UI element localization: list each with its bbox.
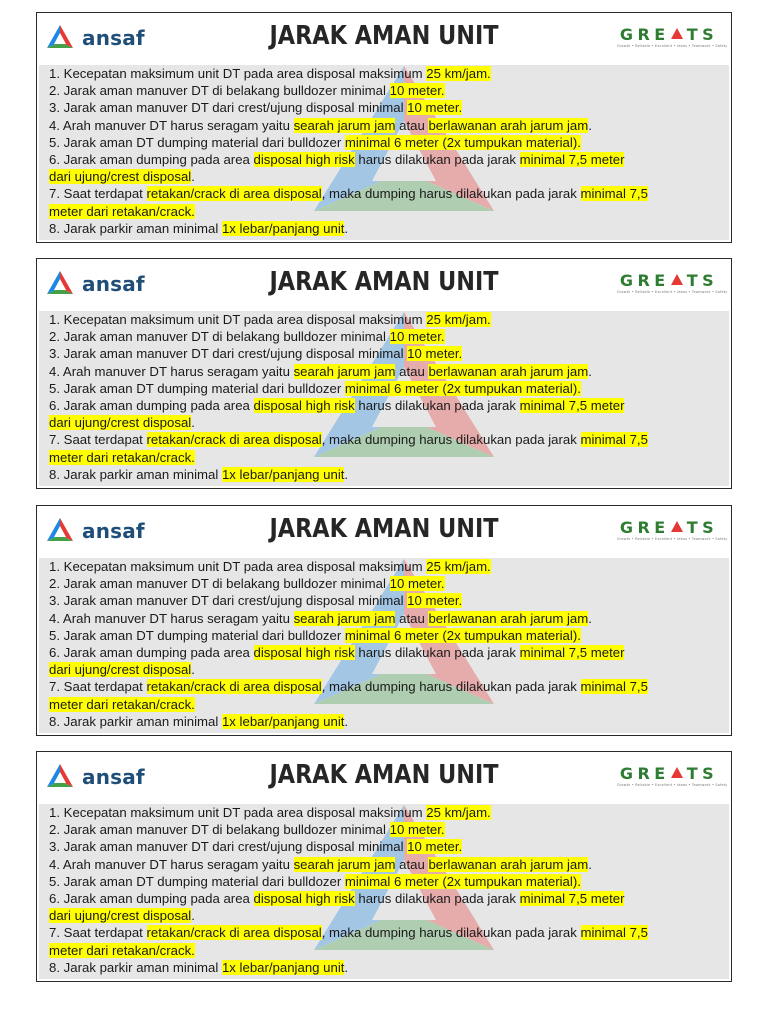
rule-item — [49, 610, 729, 627]
highlighted-text: berlawanan arah jarum jam — [428, 363, 589, 379]
card-title: JARAK AMAN UNIT — [269, 21, 499, 51]
rule-item — [49, 838, 729, 855]
highlighted-text: disposal high risk — [253, 645, 355, 661]
rule-text: , maka dumping harus dilakukan pada jarak — [321, 679, 581, 695]
highlighted-text: 1x lebar/panjang unit — [221, 466, 345, 482]
rule-text: 2. Jarak aman manuver DT di belakang bulldozer minimal — [49, 576, 390, 592]
rule-item — [49, 644, 729, 678]
highlighted-text: minimal 7,5 meter dari ujung/crest disposal — [49, 398, 625, 431]
ansaf-logo-text: ansaf — [82, 519, 145, 543]
highlighted-text: 10 meter. — [389, 576, 445, 592]
rule-text: . — [191, 169, 195, 185]
greats-logo-tagline: Growth • Reliable • Excellent • Ideas • Teamwork • Safety — [617, 290, 728, 294]
rule-text: . — [588, 117, 592, 133]
greats-logo — [617, 271, 728, 295]
rule-text: 1. Kecepatan maksimum unit DT pada area disposal maksimum — [49, 66, 427, 81]
rule-text: 8. Jarak parkir aman minimal — [49, 220, 222, 236]
rules-panel — [39, 311, 729, 486]
card-title: JARAK AMAN UNIT — [269, 760, 499, 790]
card-header — [37, 13, 731, 65]
highlighted-text: 25 km/jam. — [426, 559, 491, 574]
rule-text: 6. Jarak aman dumping pada area — [49, 645, 254, 661]
highlighted-text: berlawanan arah jarum jam — [428, 856, 589, 872]
highlighted-text: searah jarum jam — [293, 117, 396, 133]
highlighted-text: retakan/crack di area disposal — [146, 432, 322, 448]
rules-list — [49, 558, 729, 730]
rule-text: atau — [395, 117, 429, 133]
rule-text: , maka dumping harus dilakukan pada jarak — [321, 186, 581, 202]
rule-text: 3. Jarak aman manuver DT dari crest/ujung disposal minimal — [49, 100, 408, 116]
rule-text: 8. Jarak parkir aman minimal — [49, 466, 222, 482]
rule-text: . — [191, 662, 195, 678]
rule-item — [49, 924, 729, 958]
card-title: JARAK AMAN UNIT — [269, 267, 499, 297]
highlighted-text: minimal 7,5 meter dari ujung/crest disposal — [49, 891, 625, 924]
rule-text: . — [344, 959, 349, 975]
greats-logo-wordmark: GRE TS — [619, 518, 719, 537]
rule-text: 2. Jarak aman manuver DT di belakang bulldozer minimal — [49, 822, 390, 838]
rule-text: 5. Jarak aman DT dumping material dari bulldozer — [49, 380, 345, 396]
rule-item — [49, 311, 729, 328]
greats-logo-tagline: Growth • Reliable • Excellent • Ideas • Teamwork • Safety — [617, 783, 728, 787]
highlighted-text: 10 meter. — [407, 839, 463, 855]
highlighted-text: 10 meter. — [389, 329, 445, 345]
safety-card — [36, 258, 732, 489]
greats-logo-tagline: Growth • Reliable • Excellent • Ideas • Teamwork • Safety — [617, 537, 728, 541]
rule-item — [49, 134, 729, 151]
rule-item — [49, 678, 729, 712]
ansaf-logo-text: ansaf — [82, 26, 145, 50]
safety-card — [36, 505, 732, 736]
rule-text: 1. Kecepatan maksimum unit DT pada area disposal maksimum — [49, 312, 427, 327]
rules-panel — [39, 558, 729, 733]
rule-item — [49, 713, 729, 730]
rule-item — [49, 558, 729, 575]
rule-text: 4. Arah manuver DT harus seragam yaitu — [49, 856, 294, 872]
highlighted-text: 10 meter. — [389, 83, 445, 99]
rule-text: 4. Arah manuver DT harus seragam yaitu — [49, 117, 294, 133]
rule-item — [49, 959, 729, 976]
rule-item — [49, 821, 729, 838]
highlighted-text: minimal 7,5 meter dari ujung/crest disposal — [49, 645, 625, 678]
highlighted-text: minimal 7,5 meter dari retakan/crack. — [49, 186, 648, 219]
ansaf-triangle-logo-icon — [45, 762, 75, 792]
greats-triangle-icon — [671, 521, 683, 532]
greats-triangle-icon — [671, 28, 683, 39]
rule-text: 5. Jarak aman DT dumping material dari bulldozer — [49, 873, 345, 889]
highlighted-text: retakan/crack di area disposal — [146, 925, 322, 941]
rule-text: harus dilakukan pada jarak — [354, 152, 520, 168]
rule-item — [49, 890, 729, 924]
rule-text: . — [344, 713, 349, 729]
greats-logo-wordmark: GRE TS — [619, 25, 719, 44]
greats-logo-wordmark: GRE TS — [619, 764, 719, 783]
ansaf-triangle-logo-icon — [45, 516, 75, 546]
highlighted-text: searah jarum jam — [293, 610, 396, 626]
highlighted-text: 1x lebar/panjang unit — [221, 220, 345, 236]
rules-list — [49, 804, 729, 976]
rule-item — [49, 185, 729, 219]
highlighted-text: minimal 7,5 meter dari retakan/crack. — [49, 432, 648, 465]
rules-panel — [39, 65, 729, 240]
highlighted-text: searah jarum jam — [293, 856, 396, 872]
rule-text: 2. Jarak aman manuver DT di belakang bulldozer minimal — [49, 329, 390, 345]
rule-item — [49, 856, 729, 873]
card-header — [37, 259, 731, 311]
highlighted-text: disposal high risk — [253, 891, 355, 907]
highlighted-text: berlawanan arah jarum jam — [428, 610, 589, 626]
highlighted-text: 10 meter. — [407, 346, 463, 362]
rule-text: harus dilakukan pada jarak — [354, 398, 520, 414]
rule-item — [49, 117, 729, 134]
greats-logo-tagline: Growth • Reliable • Excellent • Ideas • Teamwork • Safety — [617, 44, 728, 48]
ansaf-logo-text: ansaf — [82, 765, 145, 789]
card-header — [37, 752, 731, 804]
highlighted-text: 10 meter. — [407, 593, 463, 609]
rule-item — [49, 82, 729, 99]
rule-text: 7. Saat terdapat — [49, 432, 147, 448]
ansaf-triangle-logo-icon — [45, 23, 75, 53]
rule-item — [49, 380, 729, 397]
rule-text: 6. Jarak aman dumping pada area — [49, 891, 254, 907]
greats-logo-wordmark: GRE TS — [619, 271, 719, 290]
highlighted-text: retakan/crack di area disposal — [146, 186, 322, 202]
highlighted-text: disposal high risk — [253, 152, 355, 168]
rule-text: 3. Jarak aman manuver DT dari crest/ujung disposal minimal — [49, 593, 408, 609]
highlighted-text: minimal 7,5 meter dari ujung/crest disposal — [49, 152, 625, 185]
rule-text: 7. Saat terdapat — [49, 679, 147, 695]
highlighted-text: 10 meter. — [389, 822, 445, 838]
rules-panel — [39, 804, 729, 979]
ansaf-triangle-logo-icon — [45, 269, 75, 299]
rule-item — [49, 627, 729, 644]
rule-item — [49, 431, 729, 465]
rule-item — [49, 873, 729, 890]
highlighted-text: berlawanan arah jarum jam — [428, 117, 589, 133]
card-title: JARAK AMAN UNIT — [269, 514, 499, 544]
highlighted-text: searah jarum jam — [293, 363, 396, 379]
rule-text: , maka dumping harus dilakukan pada jarak — [321, 925, 581, 941]
rule-text: 7. Saat terdapat — [49, 186, 147, 202]
rule-item — [49, 220, 729, 237]
rule-item — [49, 804, 729, 821]
rule-text: 4. Arah manuver DT harus seragam yaitu — [49, 610, 294, 626]
safety-card — [36, 12, 732, 243]
rule-text: , maka dumping harus dilakukan pada jarak — [321, 432, 581, 448]
highlighted-text: disposal high risk — [253, 398, 355, 414]
greats-logo — [617, 518, 728, 542]
rule-item — [49, 99, 729, 116]
rule-text: atau — [395, 363, 429, 379]
rule-text: . — [191, 908, 195, 924]
highlighted-text: minimal 6 meter (2x tumpukan material). — [344, 627, 581, 643]
rule-text: 4. Arah manuver DT harus seragam yaitu — [49, 363, 294, 379]
rule-item — [49, 575, 729, 592]
rule-text: 5. Jarak aman DT dumping material dari bulldozer — [49, 134, 345, 150]
rule-text: 6. Jarak aman dumping pada area — [49, 152, 254, 168]
rule-text: . — [344, 220, 349, 236]
highlighted-text: minimal 6 meter (2x tumpukan material). — [344, 380, 581, 396]
rule-text: harus dilakukan pada jarak — [354, 891, 520, 907]
rule-text: . — [588, 363, 592, 379]
rule-item — [49, 363, 729, 380]
rule-text: 5. Jarak aman DT dumping material dari bulldozer — [49, 627, 345, 643]
safety-card — [36, 751, 732, 982]
rule-text: 8. Jarak parkir aman minimal — [49, 959, 222, 975]
rule-text: harus dilakukan pada jarak — [354, 645, 520, 661]
highlighted-text: retakan/crack di area disposal — [146, 679, 322, 695]
greats-logo — [617, 25, 728, 49]
rule-text: 6. Jarak aman dumping pada area — [49, 398, 254, 414]
card-header — [37, 506, 731, 558]
greats-logo — [617, 764, 728, 788]
rule-text: . — [588, 610, 592, 626]
rule-item — [49, 466, 729, 483]
highlighted-text: minimal 7,5 meter dari retakan/crack. — [49, 925, 648, 958]
rule-text: 3. Jarak aman manuver DT dari crest/ujung disposal minimal — [49, 346, 408, 362]
greats-triangle-icon — [671, 274, 683, 285]
rules-list — [49, 311, 729, 483]
highlighted-text: 25 km/jam. — [426, 66, 491, 81]
rule-item — [49, 397, 729, 431]
rule-text: 2. Jarak aman manuver DT di belakang bulldozer minimal — [49, 83, 390, 99]
rule-text: atau — [395, 610, 429, 626]
rule-text: . — [191, 415, 195, 431]
rule-text: 7. Saat terdapat — [49, 925, 147, 941]
highlighted-text: 1x lebar/panjang unit — [221, 959, 345, 975]
rule-item — [49, 151, 729, 185]
highlighted-text: 25 km/jam. — [426, 805, 491, 820]
ansaf-logo-text: ansaf — [82, 272, 145, 296]
rule-text: atau — [395, 856, 429, 872]
highlighted-text: 1x lebar/panjang unit — [221, 713, 345, 729]
highlighted-text: minimal 6 meter (2x tumpukan material). — [344, 134, 581, 150]
rule-item — [49, 65, 729, 82]
rules-list — [49, 65, 729, 237]
highlighted-text: 25 km/jam. — [426, 312, 491, 327]
rule-text: 1. Kecepatan maksimum unit DT pada area disposal maksimum — [49, 805, 427, 820]
highlighted-text: minimal 7,5 meter dari retakan/crack. — [49, 679, 648, 712]
rule-text: 3. Jarak aman manuver DT dari crest/ujung disposal minimal — [49, 839, 408, 855]
highlighted-text: 10 meter. — [407, 100, 463, 116]
rule-text: 1. Kecepatan maksimum unit DT pada area disposal maksimum — [49, 559, 427, 574]
greats-triangle-icon — [671, 767, 683, 778]
rule-text: . — [588, 856, 592, 872]
rule-text: . — [344, 466, 349, 482]
rule-item — [49, 345, 729, 362]
rule-item — [49, 328, 729, 345]
highlighted-text: minimal 6 meter (2x tumpukan material). — [344, 873, 581, 889]
rule-text: 8. Jarak parkir aman minimal — [49, 713, 222, 729]
rule-item — [49, 592, 729, 609]
